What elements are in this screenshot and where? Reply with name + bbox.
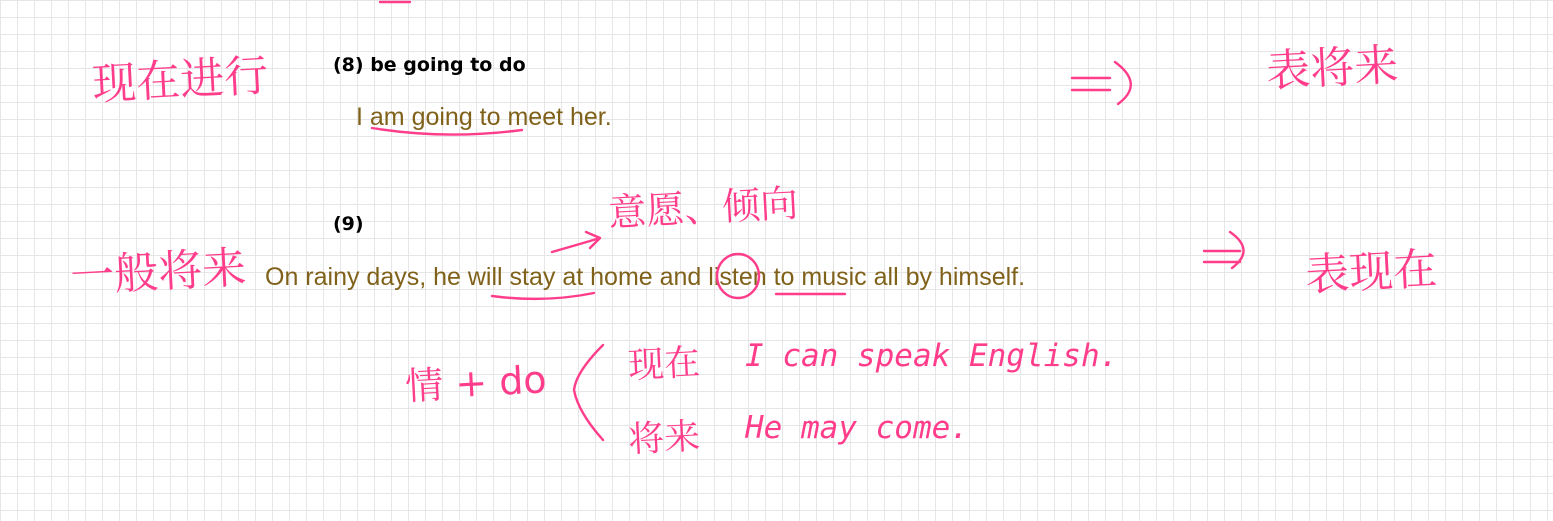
note-example-present: I can speak English. — [745, 338, 1119, 374]
brace-left — [574, 345, 603, 440]
note-present-meaning: 表现在 — [1303, 243, 1439, 302]
note-modal-plus-do: 情 + do — [404, 357, 548, 409]
arrow-8-right — [1072, 62, 1131, 104]
note-present-label: 现在 — [627, 342, 702, 387]
note-willingness-tendency: 意愿、倾向 — [607, 181, 800, 235]
underline-will-stay — [492, 293, 594, 299]
item-8-label: (8) be going to do — [333, 54, 526, 76]
note-future-label: 将来 — [627, 416, 702, 461]
note-future-meaning: 表将来 — [1264, 39, 1400, 98]
item-8-sentence: I am going to meet her. — [356, 103, 612, 131]
item-9-sentence: On rainy days, he will stay at home and listen to music all by himself. — [265, 263, 1026, 291]
note-simple-future: 一般将来 — [69, 242, 248, 303]
note-present-progressive: 现在进行 — [91, 50, 270, 111]
item-9-label: (9) — [333, 213, 364, 235]
note-example-future: He may come. — [745, 410, 969, 446]
arrow-9-right — [1204, 232, 1244, 268]
arrow-to-willingness — [552, 232, 600, 252]
